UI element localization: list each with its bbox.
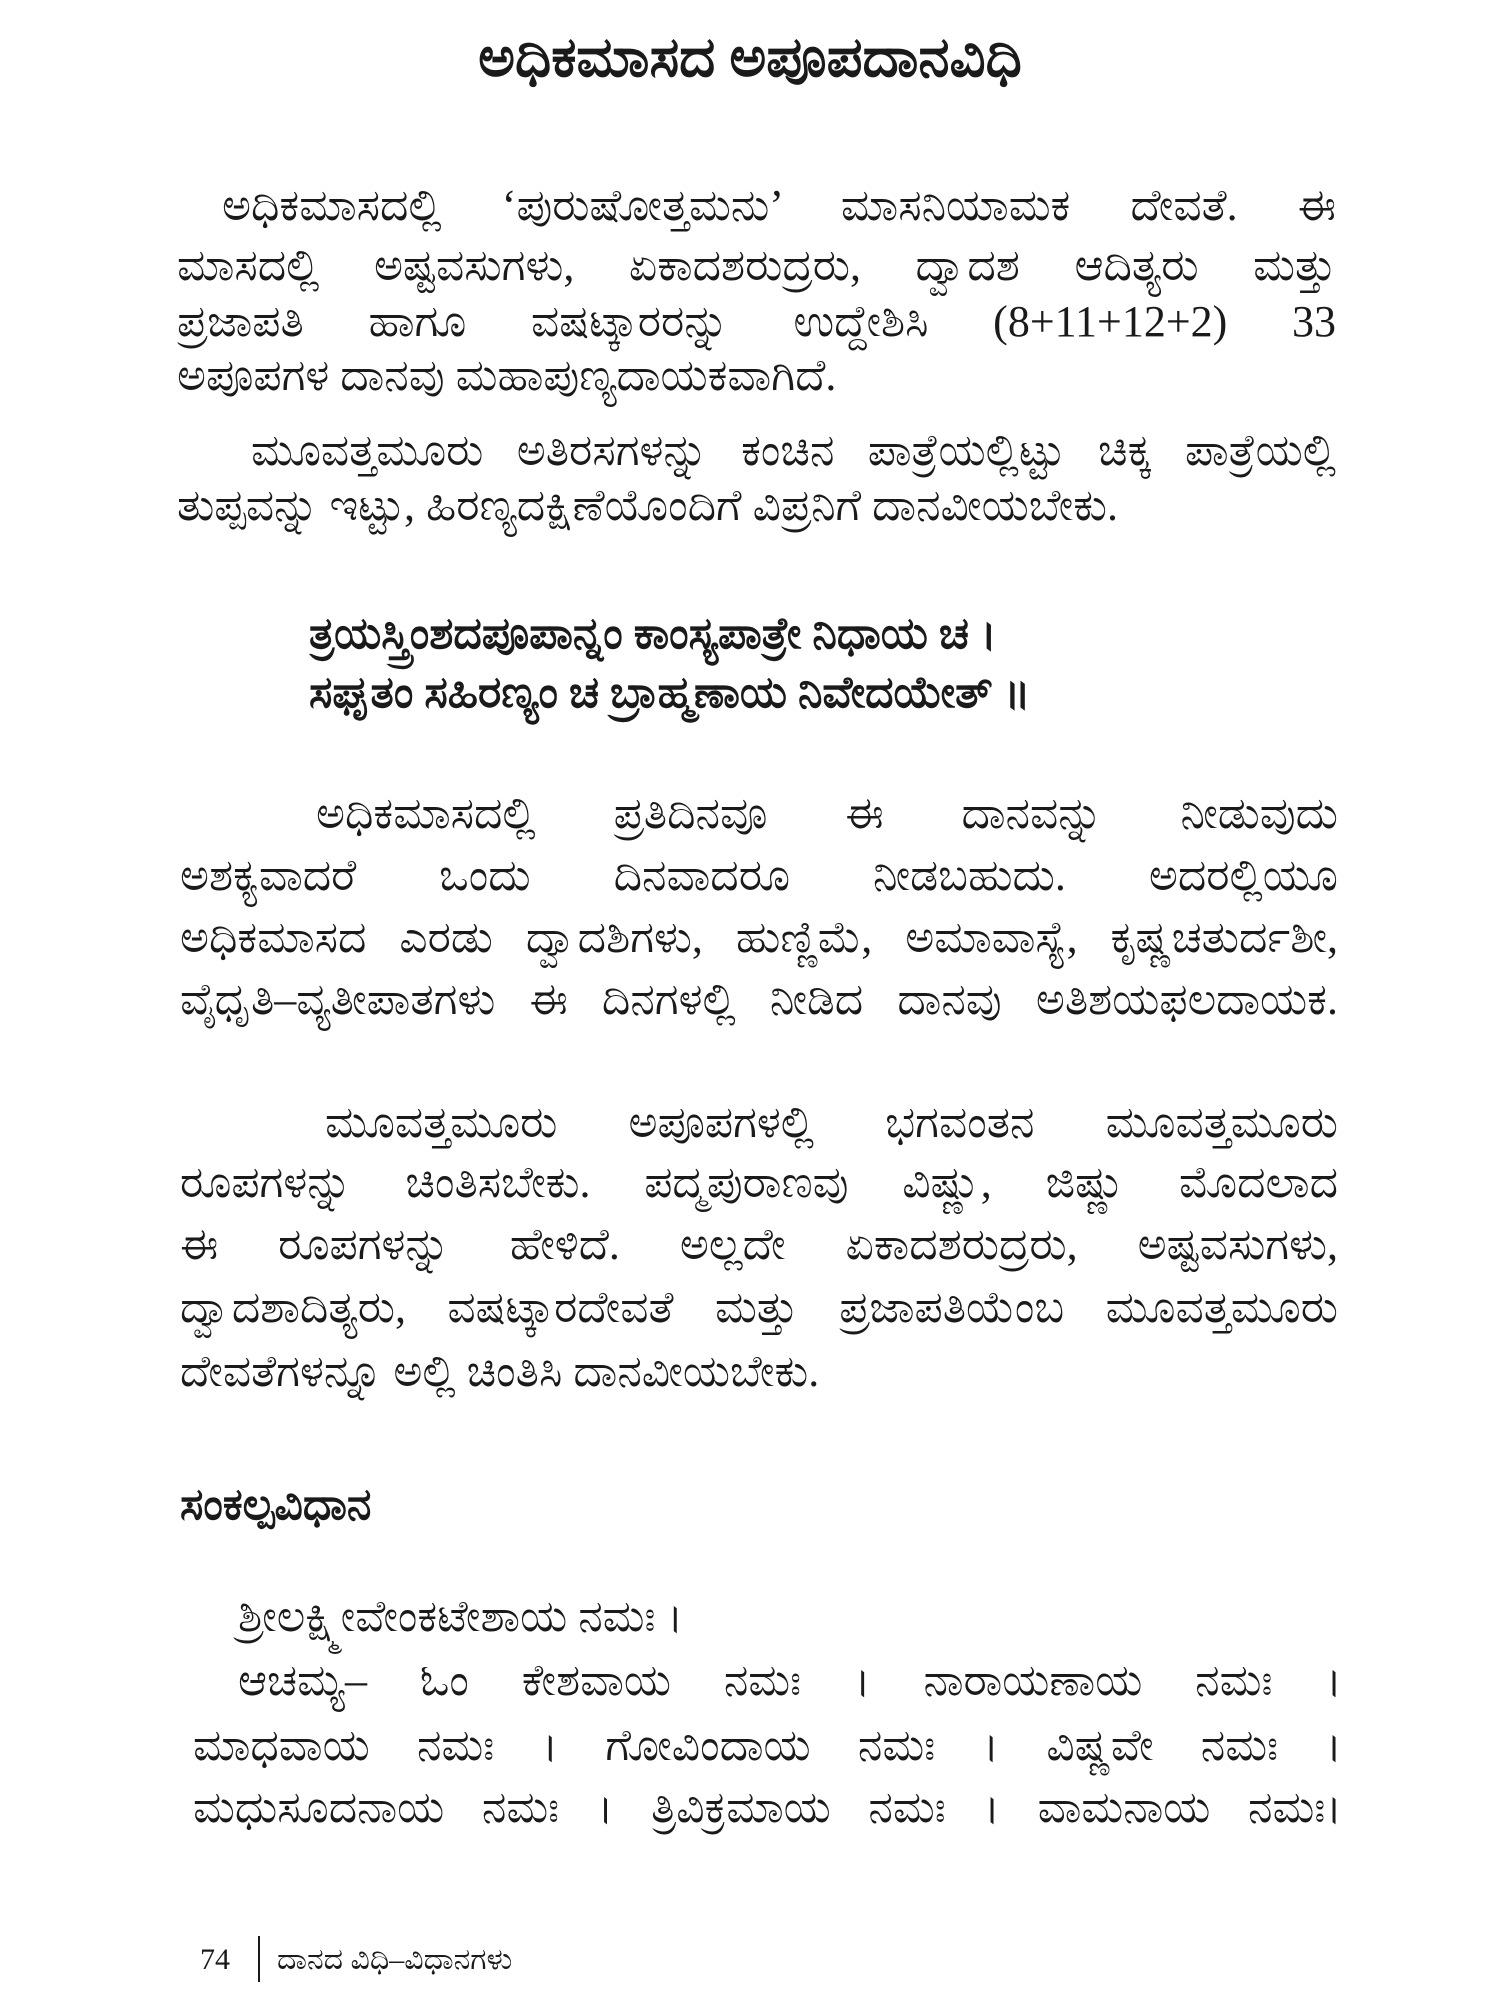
sankalpa-line: ಆಚಮ್ಯ– ಓಂ ಕೇಶವಾಯ ನಮಃ । ನಾರಾಯಣಾಯ ನಮಃ । (238, 1656, 1342, 1705)
running-title: ದಾನದ ವಿಧಿ–ವಿಧಾನಗಳು (277, 1943, 513, 1976)
intro-paragraph-line: ಮಾಸದಲ್ಲಿ ಅಷ್ಟವಸುಗಳು, ಏಕಾದಶರುದ್ರರು, ದ್ವಾದಶ ಆದಿತ್ಯರು ಮತ್ತು (177, 241, 1336, 290)
sankalpa-line: ಮಧುಸೂದನಾಯ ನಮಃ । ತ್ರಿವಿಕ್ರಮಾಯ ನಮಃ । ವಾಮನಾಯ ನಮಃ। (193, 1783, 1342, 1832)
footer-divider (258, 1936, 260, 1982)
sankalpa-line: ಶ್ರೀಲಕ್ಷ್ಮೀವೇಂಕಟೇಶಾಯ ನಮಃ । (238, 1592, 684, 1641)
offering-paragraph-line: ತುಪ್ಪವನ್ನು ಇಟ್ಟು, ಹಿರಣ್ಯದಕ್ಷಿಣೆಯೊಂದಿಗೆ ವಿಪ್ರನಿಗೆ ದಾನವೀಯಬೇಕು. (177, 481, 1118, 530)
intro-paragraph-line: ಅಪೂಪಗಳ ದಾನವು ಮಹಾಪುಣ್ಯದಾಯಕವಾಗಿದೆ. (177, 351, 837, 400)
forms-paragraph-line: ರೂಪಗಳನ್ನು ಚಿಂತಿಸಬೇಕು. ಪದ್ಮಪುರಾಣವು ವಿಷ್ಣು, ಜಿಷ್ಣು ಮೊದಲಾದ (180, 1158, 1338, 1207)
forms-paragraph-line: ದೇವತೆಗಳನ್ನೂ ಅಲ್ಲಿ ಚಿಂತಿಸಿ ದಾನವೀಯಬೇಕು. (180, 1347, 820, 1396)
sankalpa-heading: ಸಂಕಲ್ಪವಿಧಾನ (180, 1480, 372, 1529)
daily-offering-paragraph-line: ಅಧಿಕಮಾಸದಲ್ಲಿ ಪ್ರತಿದಿನವೂ ಈ ದಾನವನ್ನು ನೀಡುವುದು (316, 789, 1338, 838)
page-number: 74 (200, 1943, 230, 1976)
shloka-line: ತ್ರಯಸ್ತ್ರಿಂಶದಪೂಪಾನ್ನಂ ಕಾಂಸ್ಯಪಾತ್ರೇ ನಿಧಾಯ ಚ । (309, 609, 997, 658)
intro-paragraph-line: ಅಧಿಕಮಾಸದಲ್ಲಿ ‘ಪುರುಷೋತ್ತಮನು’ ಮಾಸನಿಯಾಮಕ ದೇವತೆ. ಈ (222, 181, 1336, 230)
offering-paragraph-line: ಮೂವತ್ತಮೂರು ಅತಿರಸಗಳನ್ನು ಕಂಚಿನ ಪಾತ್ರೆಯಲ್ಲಿಟ್ಟು ಚಿಕ್ಕ ಪಾತ್ರೆಯಲ್ಲಿ (251, 426, 1336, 475)
intro-paragraph-line: ಪ್ರಜಾಪತಿ ಹಾಗೂ ವಷಟ್ಕಾರರನ್ನು ಉದ್ದೇಶಿಸಿ (8+11+12+2) 33 (177, 297, 1336, 346)
page-title: ಅಧಿಕಮಾಸದ ಅಪೂಪದಾನವಿಧಿ (478, 27, 1022, 89)
forms-paragraph-line: ಈ ರೂಪಗಳನ್ನು ಹೇಳಿದೆ. ಅಲ್ಲದೇ ಏಕಾದಶರುದ್ರರು, ಅಷ್ಟವಸುಗಳು, (180, 1220, 1338, 1269)
daily-offering-paragraph-line: ಅಶಕ್ಯವಾದರೆ ಒಂದು ದಿನವಾದರೂ ನೀಡಬಹುದು. ಅದರಲ್ಲಿಯೂ (180, 851, 1338, 900)
shloka-line: ಸಘೃತಂ ಸಹಿರಣ್ಯಂ ಚ ಬ್ರಾಹ್ಮಣಾಯ ನಿವೇದಯೇತ್ ॥ (309, 668, 1031, 717)
daily-offering-paragraph-line: ಅಧಿಕಮಾಸದ ಎರಡು ದ್ವಾದಶಿಗಳು, ಹುಣ್ಣಿಮೆ, ಅಮಾವಾಸ್ಯೆ, ಕೃಷ್ಣಚತುರ್ದಶೀ, (180, 913, 1338, 962)
forms-paragraph-line: ಮೂವತ್ತಮೂರು ಅಪೂಪಗಳಲ್ಲಿ ಭಗವಂತನ ಮೂವತ್ತಮೂರು (325, 1098, 1338, 1147)
forms-paragraph-line: ದ್ವಾದಶಾದಿತ್ಯರು, ವಷಟ್ಕಾರದೇವತೆ ಮತ್ತು ಪ್ರಜಾಪತಿಯೆಂಬ ಮೂವತ್ತಮೂರು (180, 1283, 1338, 1332)
daily-offering-paragraph-line: ವೈಧೃತಿ–ವ್ಯತೀಪಾತಗಳು ಈ ದಿನಗಳಲ್ಲಿ ನೀಡಿದ ದಾನವು ಅತಿಶಯಫಲದಾಯಕ. (180, 975, 1338, 1024)
sankalpa-line: ಮಾಧವಾಯ ನಮಃ । ಗೋವಿಂದಾಯ ನಮಃ । ವಿಷ್ಣವೇ ನಮಃ । (193, 1721, 1342, 1770)
